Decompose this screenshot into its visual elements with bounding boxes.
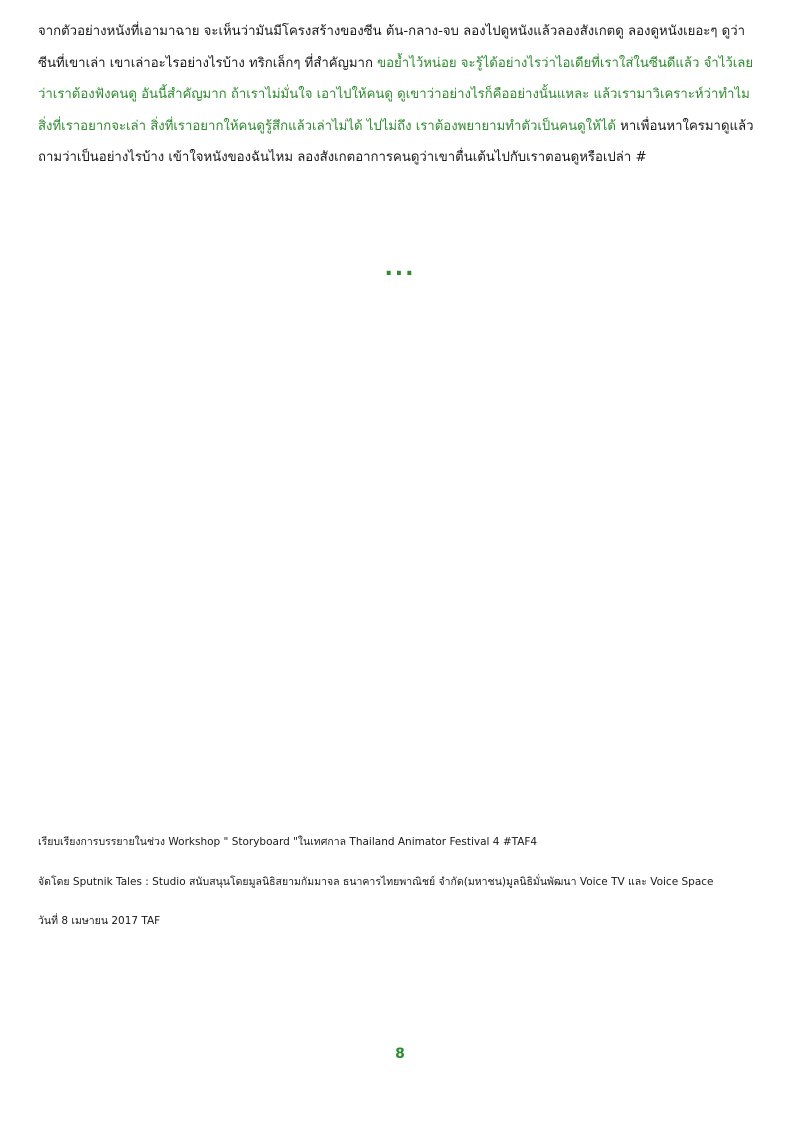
body-text-intro: จากตัวอย่างหนังที่เอามาฉาย จะเห็นว่ามันมีโครงสร้างของซีน ต้น-กลาง-จบ ลองไปดูหนังแล้วลองสังเกตดู ลองดูหนังเยอะๆ ดูว่าซีนที่เขาเล่า เขาเล่าอะไรอย่างไรบ้าง ทริกเล็กๆ ที่สำคัญมาก [38, 24, 746, 71]
footer-date-line: วันที่ 8 เมษายน 2017 TAF [38, 915, 161, 927]
body-paragraph [38, 16, 762, 174]
page-number: 8 [395, 1046, 405, 1062]
section-separator: ... [384, 256, 416, 281]
body-text-highlight: ขอย้ำไว้หน่อย จะรู้ได้อย่างไรว่าไอเดียที่เราใส่ในซีนดีแล้ว จำไว้เลยว่าเราต้องฟังคนดู อันนี้สำคัญมาก ถ้าเราไม่มั่นใจ เอาไปให้คนดู ดูเขาว่าอย่างไรก็คืออย่างนั้นแหละ แล้วเรามาวิเคราะห์ว่าทำไมสิ่งที่เราอยากจะเล่า สิ่งที่เราอยากให้คนดูรู้สึกแล้วเล่าไม่ได้ ไปไม่ถึง เราต้องพยายามทำตัวเป็นคนดูให้ได้ [38, 55, 754, 134]
body-text-outro: หาเพื่อนหาใครมาดูแล้วถามว่าเป็นอย่างไรบ้าง เข้าใจหนังของฉันไหม ลองสังเกตอาการคนดูว่าเขาตื่นเต้นไปกับเราตอนดูหรือเปล่า # [38, 118, 754, 165]
footer-credit-line: เรียบเรียงการบรรยายในช่วง Workshop " Storyboard "ในเทศกาล Thailand Animator Festival 4 #TAF4 [38, 836, 538, 848]
footer-organizer-line: จัดโดย Sputnik Tales : Studio สนับสนุนโดยมูลนิธิสยามกัมมาจล ธนาคารไทยพาณิชย์ จำกัด(มหาชน)มูลนิธิมั่นพัฒนา Voice TV และ Voice Space [38, 876, 714, 888]
